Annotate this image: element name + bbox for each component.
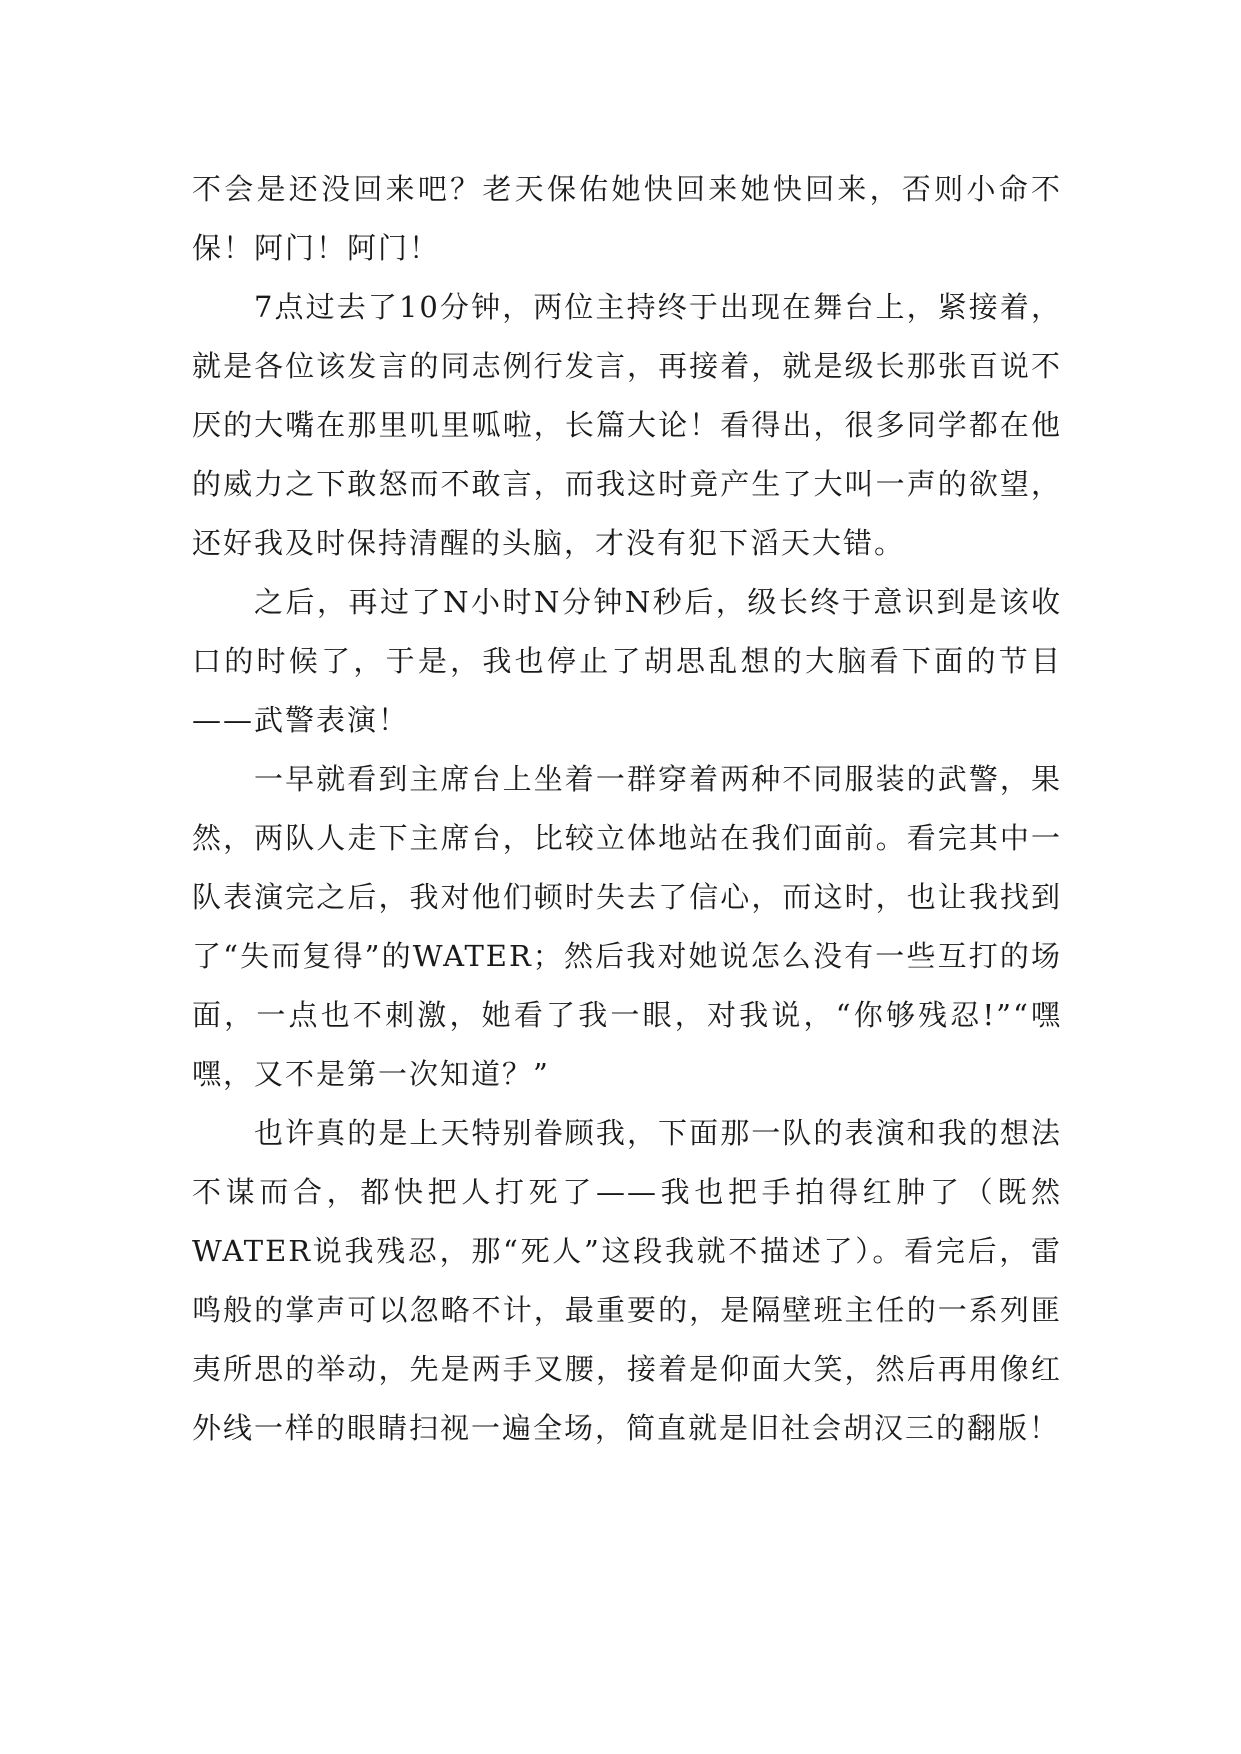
paragraph-2: 7点过去了10分钟，两位主持终于出现在舞台上，紧接着，就是各位该发言的同志例行发言，再接着，就是级长那张百说不厌的大嘴在那里叽里呱啦，长篇大论！看得出，很多同学都在他的威力之下敢怒而不敢言，而我这时竟产生了大叫一声的欲望，还好我及时保持清醒的头脑，才没有犯下滔天大错。 [192, 290, 1062, 560]
paragraph-3: 之后，再过了N小时N分钟N秒后，级长终于意识到是该收口的时候了，于是，我也停止了胡思乱想的大脑看下面的节目——武警表演！ [192, 585, 1062, 737]
paragraph-4: 一早就看到主席台上坐着一群穿着两种不同服装的武警，果然，两队人走下主席台，比较立体地站在我们面前。看完其中一队表演完之后，我对他们顿时失去了信心，而这时，也让我找到了“失而复得”的WATER；然后我对她说怎么没有一些互打的场面，一点也不刺激，她看了我一眼，对我说，“你够残忍!”“嘿嘿，又不是第一次知道？” [192, 762, 1062, 1091]
paragraph-5: 也许真的是上天特别眷顾我，下面那一队的表演和我的想法不谋而合，都快把人打死了——我也把手拍得红肿了（既然WATER说我残忍，那“死人”这段我就不描述了）。看完后，雷鸣般的掌声可以忽略不计，最重要的，是隔壁班主任的一系列匪夷所思的举动，先是两手叉腰，接着是仰面大笑，然后再用像红外线一样的眼睛扫视一遍全场，简直就是旧社会胡汉三的翻版！ [192, 1116, 1062, 1445]
document-body [192, 160, 1062, 1458]
paragraph-1: 不会是还没回来吧？老天保佑她快回来她快回来，否则小命不保！阿门！阿门！ [192, 172, 1062, 265]
